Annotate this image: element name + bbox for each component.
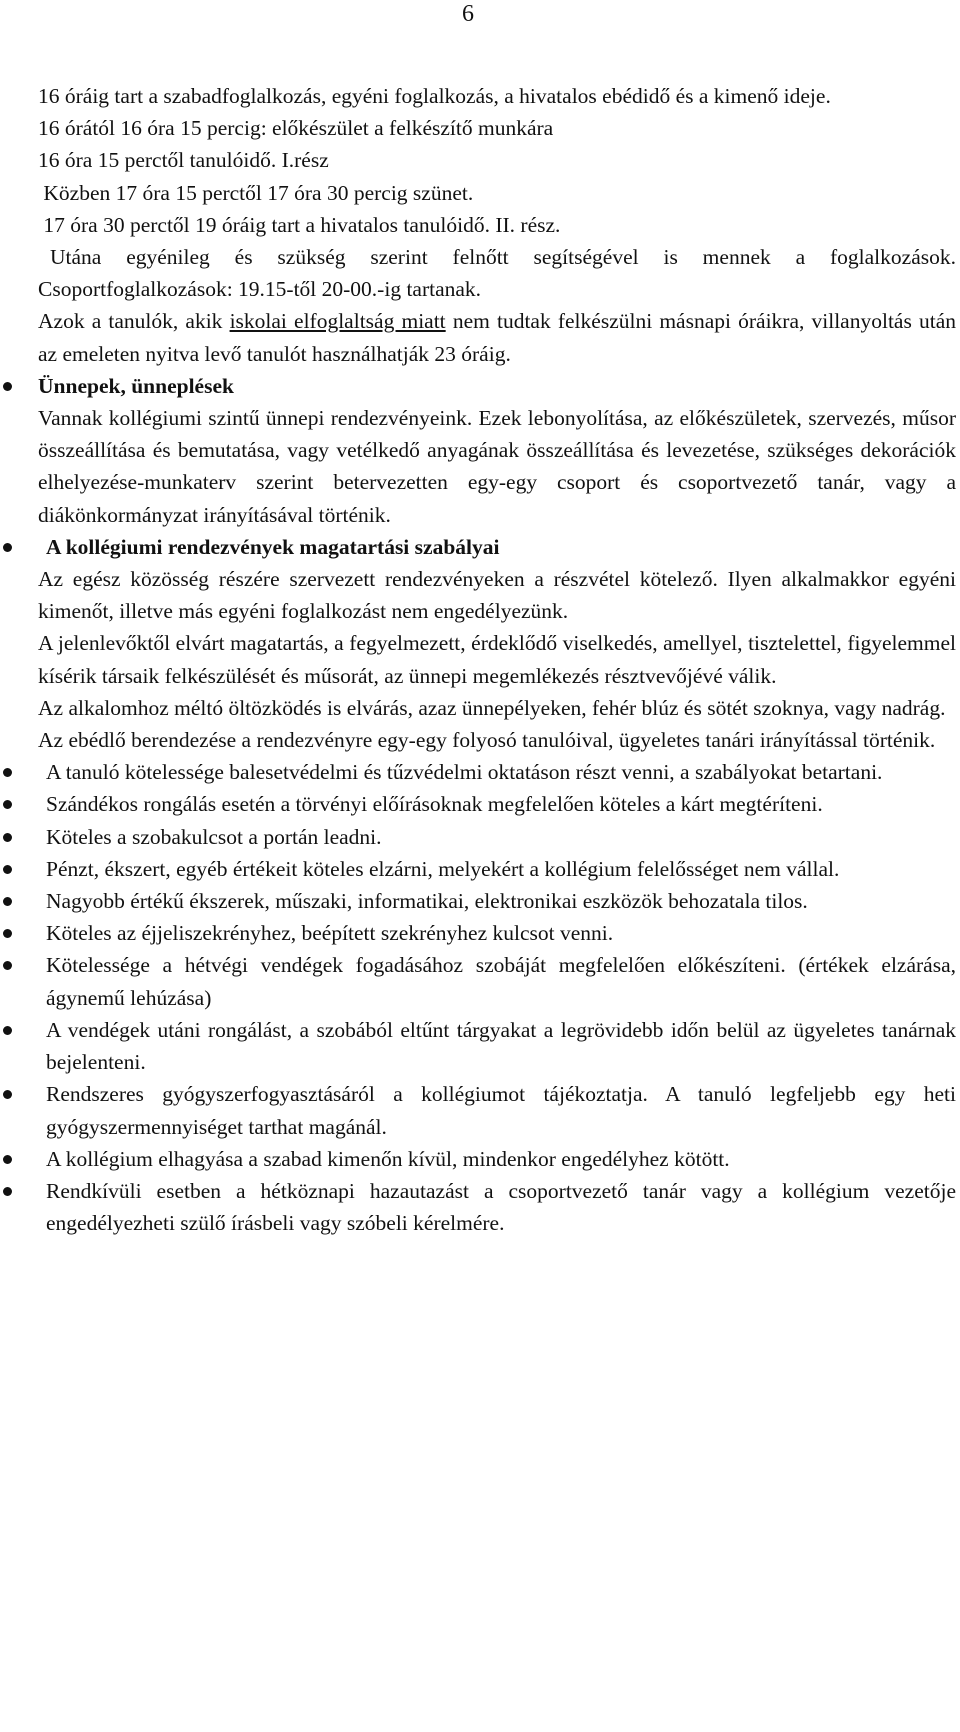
list-item bbox=[38, 917, 956, 949]
late-study-text: nem tudtak felkészülni másnapi óráikra, villanyoltás után az emeleten nyitva levő tanulót használhatják 23 óráig. bbox=[38, 309, 956, 366]
bullet-icon bbox=[3, 833, 12, 842]
rules-paragraph: A jelenlevőktől elvárt magatartás, a fegyelmezett, érdeklődő viselkedés, amellyel, tisztelettel, figyelemmel kísérik társaik felkészülését és műsorát, az ünnepi megemlékezés résztvevőjévé válik. bbox=[38, 631, 956, 688]
list-item-text: Pénzt, ékszert, egyéb értékeit köteles elzárni, melyekért a kollégium felelősséget nem vállal. bbox=[46, 856, 840, 881]
list-item-text: A vendégek utáni rongálást, a szobából eltűnt tárgyakat a legrövidebb időn belül az ügyeletes tanárnak bejelenteni. bbox=[46, 1017, 956, 1075]
late-study-underlined: iskolai elfoglaltság miatt bbox=[229, 309, 446, 334]
bullet-icon bbox=[3, 768, 12, 777]
bullet-icon bbox=[3, 800, 12, 809]
intro-line: 16 órától 16 óra 15 percig: előkészület a felkészítő munkára bbox=[38, 116, 554, 141]
holidays-heading: Ünnepek, ünneplések bbox=[38, 373, 234, 398]
intro-line: 16 óra 15 perctől tanulóidő. I.rész bbox=[38, 148, 329, 173]
list-item-text: Szándékos rongálás esetén a törvényi előírásoknak megfelelően köteles a kárt megtéríteni. bbox=[46, 792, 823, 817]
late-study-text: Azok a tanulók, akik bbox=[38, 309, 230, 334]
late-study-paragraph bbox=[38, 305, 956, 369]
list-item-text: Köteles az éjjeliszekrényhez, beépített szekrényhez kulcsot venni. bbox=[46, 921, 614, 946]
bullet-icon bbox=[3, 543, 12, 552]
rules-paragraph: Az ebédlő berendezése a rendezvényre egy-egy folyosó tanulóival, ügyeletes tanári irányítással történik. bbox=[38, 728, 936, 753]
bullet-icon bbox=[3, 1187, 12, 1196]
list-item bbox=[38, 1175, 956, 1239]
rules-list bbox=[38, 756, 956, 1239]
list-item-text: Kötelessége a hétvégi vendégek fogadásához szobáját megfelelően előkészíteni. (értékek elzárása, ágynemű lehúzása) bbox=[46, 953, 956, 1010]
list-item-text: Nagyobb értékű ékszerek, műszaki, informatikai, elektronikai eszközök behozatala tilos. bbox=[46, 889, 808, 914]
intro-line: Utána egyénileg és szükség szerint felnőtt segítségével is mennek a foglalkozások. Csoportfoglalkozások: 19.15-től 20-00.-ig tartanak. bbox=[38, 245, 956, 302]
bullet-icon bbox=[3, 1155, 12, 1164]
bullet-icon bbox=[3, 929, 12, 938]
intro-line: Közben 17 óra 15 perctől 17 óra 30 percig szünet. bbox=[38, 180, 474, 205]
bullet-icon bbox=[3, 865, 12, 874]
list-item-text: A kollégium elhagyása a szabad kimenőn kívül, mindenkor engedélyhez kötött. bbox=[46, 1146, 730, 1171]
holidays-text: Vannak kollégiumi szintű ünnepi rendezvényeink. Ezek lebonyolítása, az előkészületek, szervezés, műsor összeállítása és bemutatása, vagy vetélkedő anyagának összeállítása és levezetése, szükséges dekorációk elhelyezése-munkaterv szerint betervezetten egy-egy csoport és csoportvezető tanár, vagy a diákönkormányzat irányításával történik. bbox=[38, 406, 956, 527]
rules-paragraph: Az egész közösség részére szervezett rendezvényeken a részvétel kötelező. Ilyen alkalmakkor egyéni kimenőt, illetve más egyéni foglalkozást nem engedélyezünk. bbox=[38, 567, 956, 624]
list-item bbox=[38, 853, 956, 885]
list-item bbox=[38, 788, 956, 820]
bullet-icon bbox=[3, 897, 12, 906]
list-item bbox=[38, 949, 956, 1013]
list-item-text: A tanuló kötelessége balesetvédelmi és tűzvédelmi oktatáson részt venni, a szabályokat betartani. bbox=[46, 760, 883, 785]
rules-paragraph: Az alkalomhoz méltó öltözködés is elvárás, azaz ünnepélyeken, fehér blúz és sötét szoknya, vagy nadrág. bbox=[38, 695, 946, 720]
list-item-text: Köteles a szobakulcsot a portán leadni. bbox=[46, 824, 382, 849]
list-item bbox=[38, 1078, 956, 1142]
bullet-icon bbox=[3, 1090, 12, 1099]
document-body bbox=[38, 80, 956, 1239]
section-holidays bbox=[38, 370, 956, 402]
intro-line: 17 óra 30 perctől 19 óráig tart a hivatalos tanulóidő. II. rész. bbox=[38, 212, 561, 237]
list-item bbox=[38, 1143, 956, 1175]
page-number: 6 bbox=[462, 1, 474, 27]
section-rules bbox=[38, 531, 956, 563]
bullet-icon bbox=[3, 382, 12, 391]
list-item-text: Rendkívüli esetben a hétköznapi hazautazást a csoportvezető tanár vagy a kollégium vezetője engedélyezheti szülő írásbeli vagy szóbeli kérelmére. bbox=[46, 1178, 956, 1236]
list-item bbox=[38, 1014, 956, 1078]
list-item bbox=[38, 885, 956, 917]
list-item bbox=[38, 756, 956, 788]
rules-heading: A kollégiumi rendezvények magatartási szabályai bbox=[46, 534, 500, 559]
bullet-icon bbox=[3, 961, 12, 970]
intro-line: 16 óráig tart a szabadfoglalkozás, egyéni foglalkozás, a hivatalos ebédidő és a kimenő ideje. bbox=[38, 84, 831, 108]
bullet-icon bbox=[3, 1026, 12, 1035]
list-item bbox=[38, 821, 956, 853]
list-item-text: Rendszeres gyógyszerfogyasztásáról a kollégiumot tájékoztatja. A tanuló legfeljebb egy heti gyógyszermennyiséget tarthat magánál. bbox=[46, 1082, 956, 1139]
